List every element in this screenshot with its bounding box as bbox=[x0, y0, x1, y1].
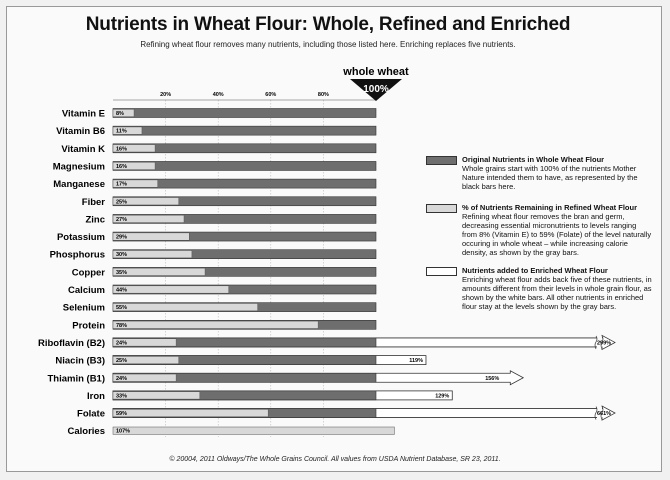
whole-wheat-marker-title: whole wheat bbox=[343, 66, 409, 78]
legend-swatch-whole bbox=[426, 156, 457, 165]
row-label-vitamin-b6: Vitamin B6 bbox=[56, 126, 105, 138]
legend-heading-enriched: Nutrients added to Enriched Wheat Flour bbox=[462, 266, 608, 275]
refined-value-label-vitamin-b6: 11% bbox=[116, 128, 127, 135]
legend-heading-refined: % of Nutrients Remaining in Refined Wheat Flour bbox=[462, 203, 638, 212]
legend-swatch-enriched bbox=[426, 267, 457, 276]
enriched-value-label-folate: 661% bbox=[597, 411, 612, 418]
refined-value-label-phosphorus: 30% bbox=[116, 252, 128, 259]
refined-value-label-riboflavin-b2: 24% bbox=[116, 340, 128, 347]
row-label-magnesium: Magnesium bbox=[52, 161, 105, 173]
refined-value-label-potassium: 29% bbox=[116, 234, 128, 241]
refined-value-label-fiber: 25% bbox=[116, 199, 128, 206]
refined-value-label-manganese: 17% bbox=[116, 181, 128, 188]
enriched-value-label-thiamin-b1: 156% bbox=[485, 375, 500, 382]
refined-value-label-protein: 78% bbox=[116, 322, 128, 329]
footer-credit: © 20004, 2011 Oldways/The Whole Grains Council. All values from USDA Nutrient Database, SR 23, 2011. bbox=[169, 456, 501, 463]
row-label-iron: Iron bbox=[87, 390, 105, 402]
row-label-calories: Calories bbox=[67, 426, 105, 438]
legend-description-enriched: Enriching wheat flour adds back five of these nutrients, in amounts different from their levels in whole grain flour, as shown by the white bars. All other nutrients in enriched flour stay at the levels shown by the gray bars. bbox=[462, 275, 652, 311]
refined-bar-calories bbox=[113, 427, 394, 434]
refined-value-label-iron: 33% bbox=[116, 393, 128, 400]
legend-description-whole: Whole grains start with 100% of the nutrients Mother Nature intended them to have, as represented by the black bars here. bbox=[462, 164, 638, 191]
x-tick-label-40: 40% bbox=[212, 92, 224, 98]
row-label-vitamin-e: Vitamin E bbox=[61, 108, 105, 120]
row-label-manganese: Manganese bbox=[53, 179, 105, 191]
row-label-folate: Folate bbox=[77, 408, 105, 420]
row-label-phosphorus: Phosphorus bbox=[49, 249, 105, 261]
legend-heading-whole: Original Nutrients in Whole Wheat Flour bbox=[462, 155, 605, 164]
row-label-fiber: Fiber bbox=[81, 196, 105, 208]
x-tick-label-80: 80% bbox=[317, 92, 329, 98]
legend-description-refined: Refining wheat flour removes the bran and germ, decreasing essential micronutrients to levels ranging from 8% (Vitamin E) to 59% (Folate) of the level naturally occuring in whole wheat – while increasing calorie density, as shown by the gray bars. bbox=[462, 212, 652, 257]
row-label-protein: Protein bbox=[72, 320, 105, 332]
refined-value-label-vitamin-e: 8% bbox=[116, 111, 124, 117]
refined-value-label-zinc: 27% bbox=[116, 216, 128, 223]
refined-value-label-copper: 35% bbox=[116, 269, 128, 276]
row-label-zinc: Zinc bbox=[85, 214, 105, 226]
x-tick-label-60: 60% bbox=[265, 92, 277, 98]
refined-bar-selenium bbox=[113, 303, 258, 310]
row-label-riboflavin-b2: Riboflavin (B2) bbox=[37, 337, 105, 349]
refined-bar-protein bbox=[113, 321, 318, 328]
chart-title: Nutrients in Wheat Flour: Whole, Refined and Enriched bbox=[85, 14, 571, 35]
row-label-vitamin-k: Vitamin K bbox=[61, 143, 105, 155]
refined-value-label-magnesium: 16% bbox=[116, 163, 128, 170]
refined-value-label-calories: 107% bbox=[116, 428, 131, 435]
refined-value-label-vitamin-k: 16% bbox=[116, 146, 128, 153]
whole-wheat-marker-value: 100% bbox=[363, 84, 389, 95]
enriched-value-label-riboflavin-b2: 299% bbox=[597, 340, 612, 347]
legend-swatch-refined bbox=[426, 204, 457, 213]
chart-subtitle: Refining wheat flour removes many nutrients, including those listed here. Enriching replaces five nutrients. bbox=[140, 40, 516, 49]
refined-bar-folate bbox=[113, 409, 268, 416]
refined-value-label-calcium: 44% bbox=[116, 287, 128, 294]
row-label-thiamin-b1: Thiamin (B1) bbox=[47, 373, 105, 385]
x-tick-label-20: 20% bbox=[160, 92, 172, 98]
refined-value-label-niacin-b3: 25% bbox=[116, 358, 128, 365]
enriched-value-label-niacin-b3: 119% bbox=[409, 358, 423, 365]
whole-bar-vitamin-b6 bbox=[113, 126, 376, 135]
refined-value-label-thiamin-b1: 24% bbox=[116, 375, 128, 382]
refined-value-label-selenium: 55% bbox=[116, 305, 128, 312]
whole-bar-vitamin-e bbox=[113, 109, 376, 118]
row-label-niacin-b3: Niacin (B3) bbox=[55, 355, 105, 367]
refined-bar-calcium bbox=[113, 286, 229, 293]
enriched-value-label-iron: 129% bbox=[435, 393, 450, 400]
refined-value-label-folate: 59% bbox=[116, 411, 128, 418]
row-label-calcium: Calcium bbox=[68, 285, 105, 296]
row-label-copper: Copper bbox=[71, 267, 105, 279]
row-label-selenium: Selenium bbox=[62, 302, 105, 314]
row-label-potassium: Potassium bbox=[56, 232, 105, 244]
